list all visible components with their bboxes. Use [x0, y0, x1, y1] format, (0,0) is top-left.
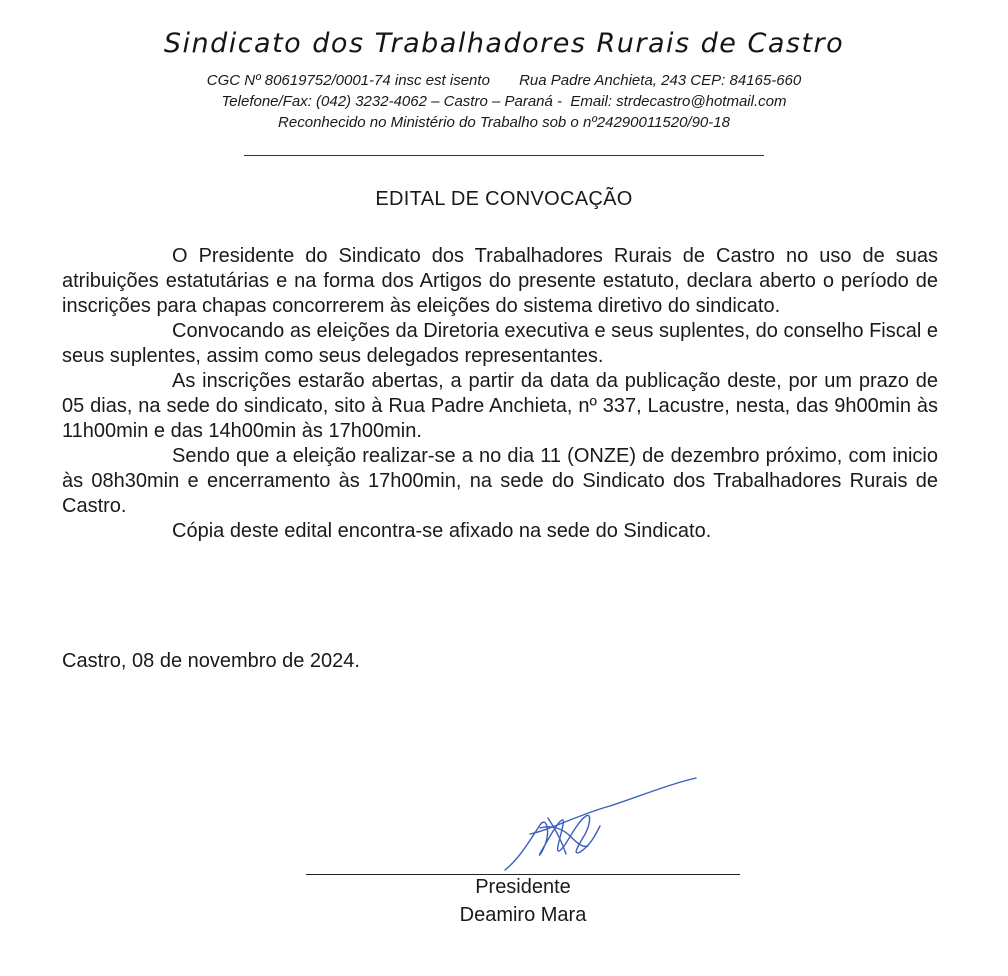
- handwritten-signature: [500, 770, 700, 880]
- body-paragraph: O Presidente do Sindicato dos Trabalhadores Rurais de Castro no uso de suas atribuições estatutárias e na forma dos Artigos do presente estatuto, declara aberto o período de inscrições para chapas concorrerem às eleições do sistema diretivo do sindicato.: [62, 245, 938, 317]
- signer-role: Presidente: [475, 876, 571, 898]
- organization-name: Sindicato dos Trabalhadores Rurais de Castro: [163, 28, 845, 59]
- body-paragraph: Convocando as eleições da Diretoria executiva e seus suplentes, do conselho Fiscal e seus suplentes, assim como seus delegados representantes.: [62, 320, 938, 367]
- dateline: Castro, 08 de novembro de 2024.: [62, 650, 360, 672]
- letterhead-divider: [244, 155, 764, 156]
- letterhead-registration-address: CGC Nº 80619752/0001-74 insc est isento Rua Padre Anchieta, 243 CEP: 84165-660: [206, 72, 802, 89]
- document-body: [62, 244, 938, 544]
- body-paragraph: Cópia deste edital encontra-se afixado na sede do Sindicato.: [172, 520, 712, 542]
- signer-name: Deamiro Mara: [459, 904, 587, 926]
- body-paragraph: Sendo que a eleição realizar-se a no dia 11 (ONZE) de dezembro próximo, com inicio às 08h30min e encerramento às 17h00min, na sede do Sindicato dos Trabalhadores Rurais de Castro.: [62, 445, 938, 517]
- body-paragraph: As inscrições estarão abertas, a partir da data da publicação deste, por um prazo de 05 dias, na sede do sindicato, sito à Rua Padre Anchieta, nº 337, Lacustre, nesta, das 9h00min às 11h00min e das 14h00min às 17h00min.: [62, 370, 938, 442]
- signature-line: [306, 874, 740, 875]
- document-title: EDITAL DE CONVOCAÇÃO: [375, 188, 633, 210]
- letterhead-recognition: Reconhecido no Ministério do Trabalho sob o nº24290011520/90-18: [278, 114, 730, 131]
- letterhead-contact: Telefone/Fax: (042) 3232-4062 – Castro – Paraná - Email: strdecastro@hotmail.com: [221, 93, 787, 110]
